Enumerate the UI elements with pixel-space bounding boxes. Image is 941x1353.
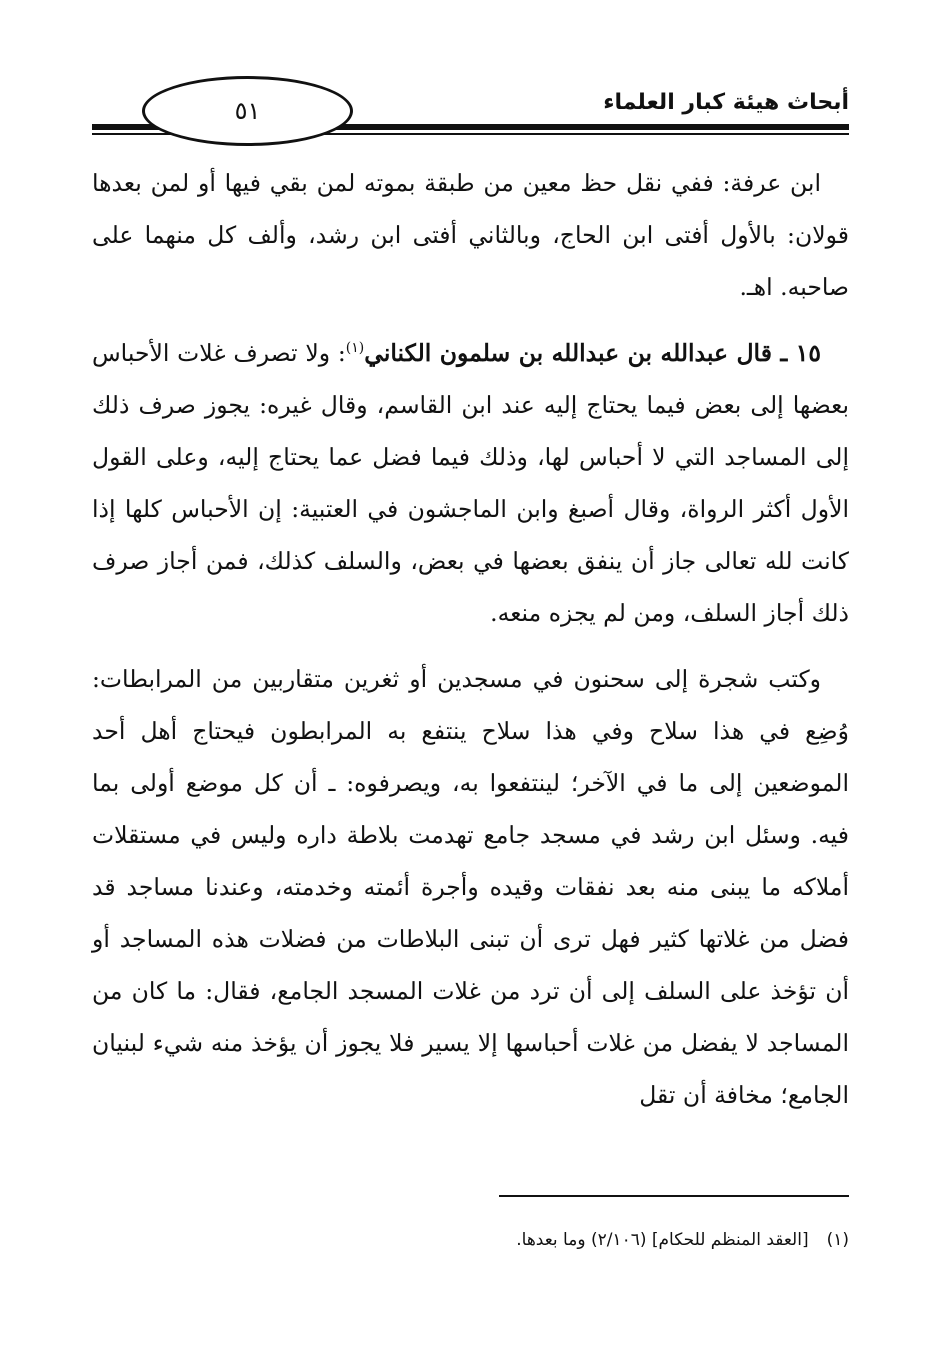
- paragraph-3: وكتب شجرة إلى سحنون في مسجدين أو ثغرين متقاربين من المرابطات: وُضِع في هذا سلاح وفي هذا سلاح ينتفع به المرابطون فيحتاج أهل أحد الموضعين إلى ما في الآخر؛ لينتفعوا به، ويصرفوه: ـ أن كل موضع أولى بما فيه. وسئل ابن رشد في مسجد جامع تهدمت بلاطة داره وليس في مستقلات أملاكه ما يبنى منه بعد نفقات وقيده وأجرة أئمته وخدمته، وعندنا مساجد قد فضل من غلاتها كثير فهل ترى أن تبنى البلاطات من فضلات هذه المساجد أو أن تؤخذ على السلف إلى أن ترد من غلات المسجد الجامع، فقال: ما كان من المساجد لا يفضل من غلات أحباسها إلا يسير فلا يجوز أن يؤخذ منه شيء لبنيان الجامع؛ مخافة أن تقل: [92, 665, 849, 1109]
- footnote-reference: (١): [345, 340, 365, 357]
- footnote-separator: [499, 1195, 849, 1197]
- page-body: [92, 157, 849, 1121]
- footnote: [516, 1230, 849, 1250]
- paragraph-2-body: : ولا تصرف غلات الأحباس بعضها إلى بعض فيما يحتاج إليه عند ابن القاسم، وقال غيره: يجوز صرف ذلك إلى المساجد التي لا أحباس لها، وذلك فيما فضل عما يحتاج إليه، وعلى القول الأول أكثر الرواة، وقال أصبغ وابن الماجشون في العتبية: إن الأحباس كلها إذا كانت لله تعالى جاز أن ينفق بعضها في بعض، والسلف كذلك، فمن أجاز صرف ذلك أجاز السلف، ومن لم يجزه منعه.: [92, 339, 849, 627]
- page-header: [92, 70, 849, 150]
- paragraph-2-heading: ١٥ ـ قال عبدالله بن عبدالله بن سلمون الكناني: [364, 339, 821, 367]
- page-number-oval: [142, 76, 353, 146]
- paragraph-1: ابن عرفة: ففي نقل حظ معين من طبقة بموته لمن بقي فيها أو لمن بعدها قولان: بالأول أفتى ابن الحاج، وبالثاني أفتى ابن رشد، وألف كل منهما على صاحبه. اهـ.: [92, 169, 849, 301]
- running-title: أبحاث هيئة كبار العلماء: [603, 90, 849, 115]
- footnote-text: [العقد المنظم للحكام] (٢/١٠٦) وما بعدها.: [516, 1230, 809, 1250]
- footnote-number: (١): [826, 1230, 849, 1250]
- page-number: ٥١: [234, 97, 261, 125]
- paragraph-2: [92, 327, 849, 639]
